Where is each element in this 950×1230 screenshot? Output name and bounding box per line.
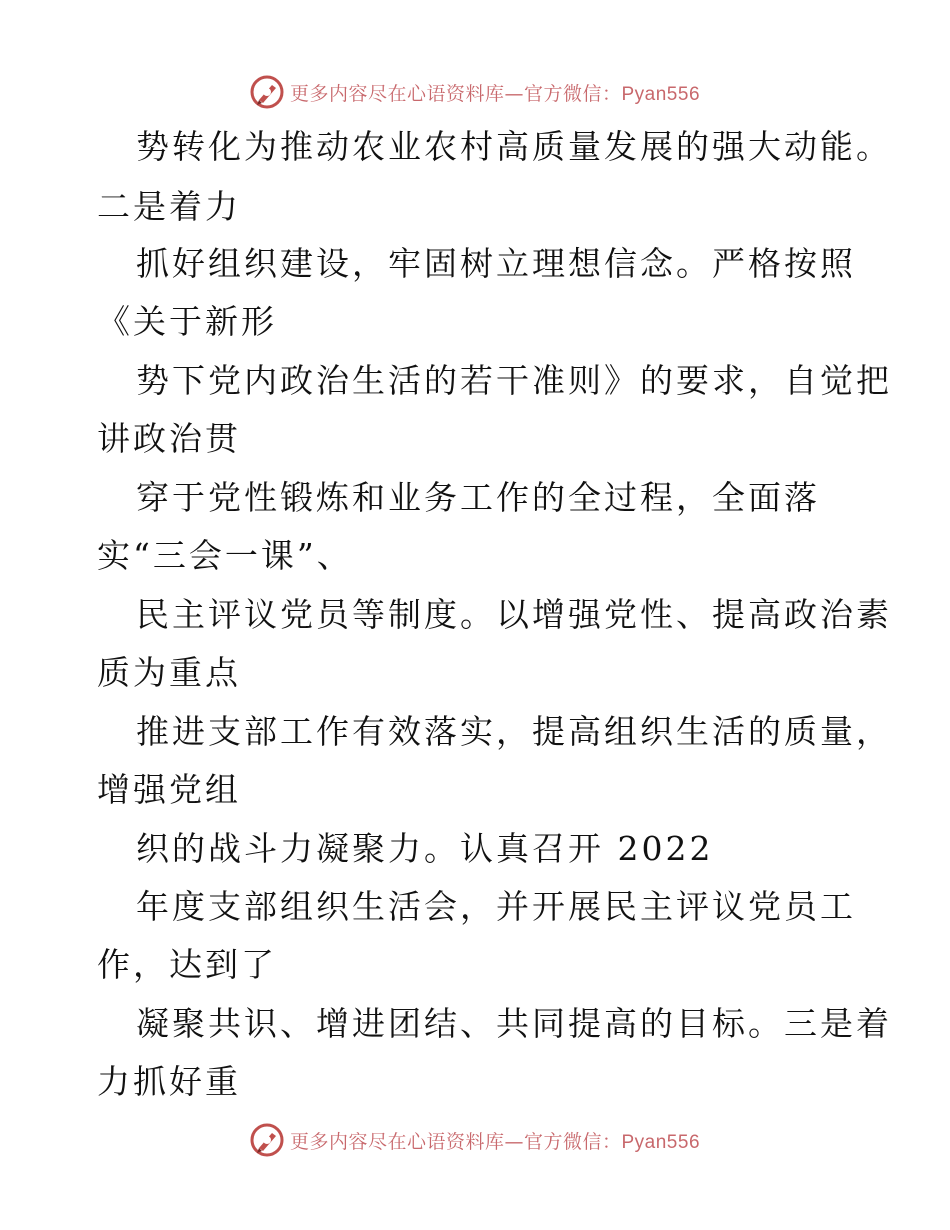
footer-watermark	[0, 1120, 950, 1160]
watermark-label: 更多内容尽在心语资料库—官方微信：	[289, 82, 622, 105]
pen-logo-icon	[250, 1123, 284, 1157]
watermark-handle: Pyan556	[621, 1131, 701, 1153]
paragraph-line: 抓好组织建设，牢固树立理想信念。严格按照	[136, 244, 856, 283]
paragraph-line: 质为重点	[97, 653, 241, 692]
paragraph-line: 凝聚共识、增进团结、共同提高的目标。三是着	[136, 1004, 892, 1043]
paragraph-line: 实“三会一课”、	[97, 536, 353, 575]
watermark-handle: Pyan556	[621, 83, 701, 105]
paragraph-line: 穿于党性锻炼和业务工作的全过程，全面落	[136, 478, 820, 517]
watermark-label: 更多内容尽在心语资料库—官方微信：	[289, 1130, 622, 1153]
paragraph-line: 推进支部工作有效落实，提高组织生活的质量，	[136, 712, 892, 751]
paragraph-line: 民主评议党员等制度。以增强党性、提高政治素	[136, 595, 892, 634]
paragraph-line: 年度支部组织生活会，并开展民主评议党员工	[136, 887, 856, 926]
paragraph-line: 二是着力	[97, 187, 241, 226]
paragraph-line: 织的战斗力凝聚力。认真召开 2022	[136, 829, 714, 868]
paragraph-line: 讲政治贯	[97, 419, 241, 458]
paragraph-line: 《关于新形	[97, 302, 277, 341]
paragraph-line: 增强党组	[97, 770, 241, 809]
paragraph-line: 力抓好重	[97, 1062, 241, 1101]
paragraph-line: 作，达到了	[97, 945, 277, 984]
watermark-text	[290, 1127, 700, 1154]
paragraph-line: 势转化为推动农业农村高质量发展的强大动能。	[136, 127, 892, 166]
paragraph-line: 势下党内政治生活的若干准则》的要求，自觉把	[136, 361, 892, 400]
